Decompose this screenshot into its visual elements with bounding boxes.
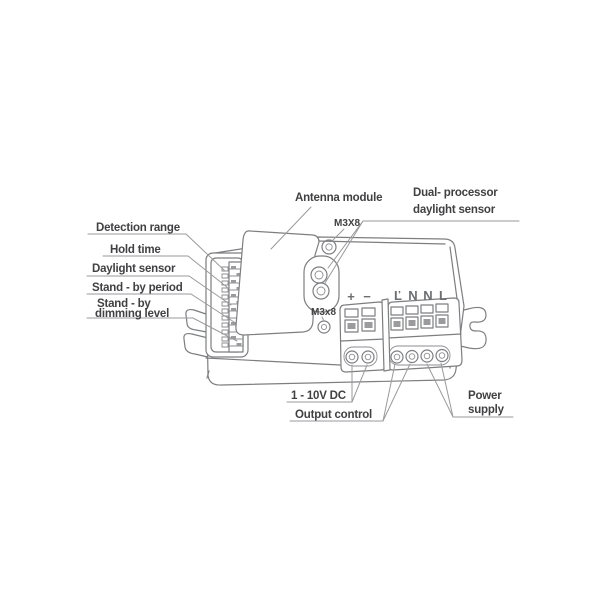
label-dc-signal: 1 - 10V DC — [291, 390, 346, 402]
label-power-supply-line1: Power — [468, 390, 502, 402]
terminal-label-neutral-2: N — [423, 288, 433, 303]
label-standby-period: Stand - by period — [92, 282, 183, 294]
terminal-block-power — [388, 298, 462, 370]
label-screw-bottom: M3x8 — [311, 307, 337, 318]
label-standby-dimming-line1: Stand - by — [97, 298, 151, 310]
label-power-supply-line2: supply — [468, 404, 504, 416]
label-hold-time: Hold time — [110, 244, 161, 256]
terminal-label-neutral-1: N — [408, 288, 418, 303]
label-dual-processor-line1: Dual- processor — [413, 187, 498, 199]
terminal-block-dc — [340, 302, 386, 372]
terminal-label-minus: − — [363, 289, 371, 304]
terminal-label-plus: + — [347, 289, 355, 304]
daylight-sensor-module — [304, 256, 339, 312]
label-antenna-module: Antenna module — [295, 192, 383, 204]
label-standby-dimming-line2: dimming level — [95, 308, 170, 320]
terminal-label-switched-live: Ľ — [394, 288, 402, 303]
terminal-divider — [382, 299, 390, 371]
label-screw-top: M3X8 — [334, 218, 361, 229]
label-daylight-sensor: Daylight sensor — [92, 263, 176, 275]
terminal-label-live: L — [439, 288, 447, 303]
label-output-control: Output control — [295, 409, 373, 421]
label-dual-processor-line2: daylight sensor — [413, 204, 495, 216]
label-detection-range: Detection range — [96, 222, 180, 234]
